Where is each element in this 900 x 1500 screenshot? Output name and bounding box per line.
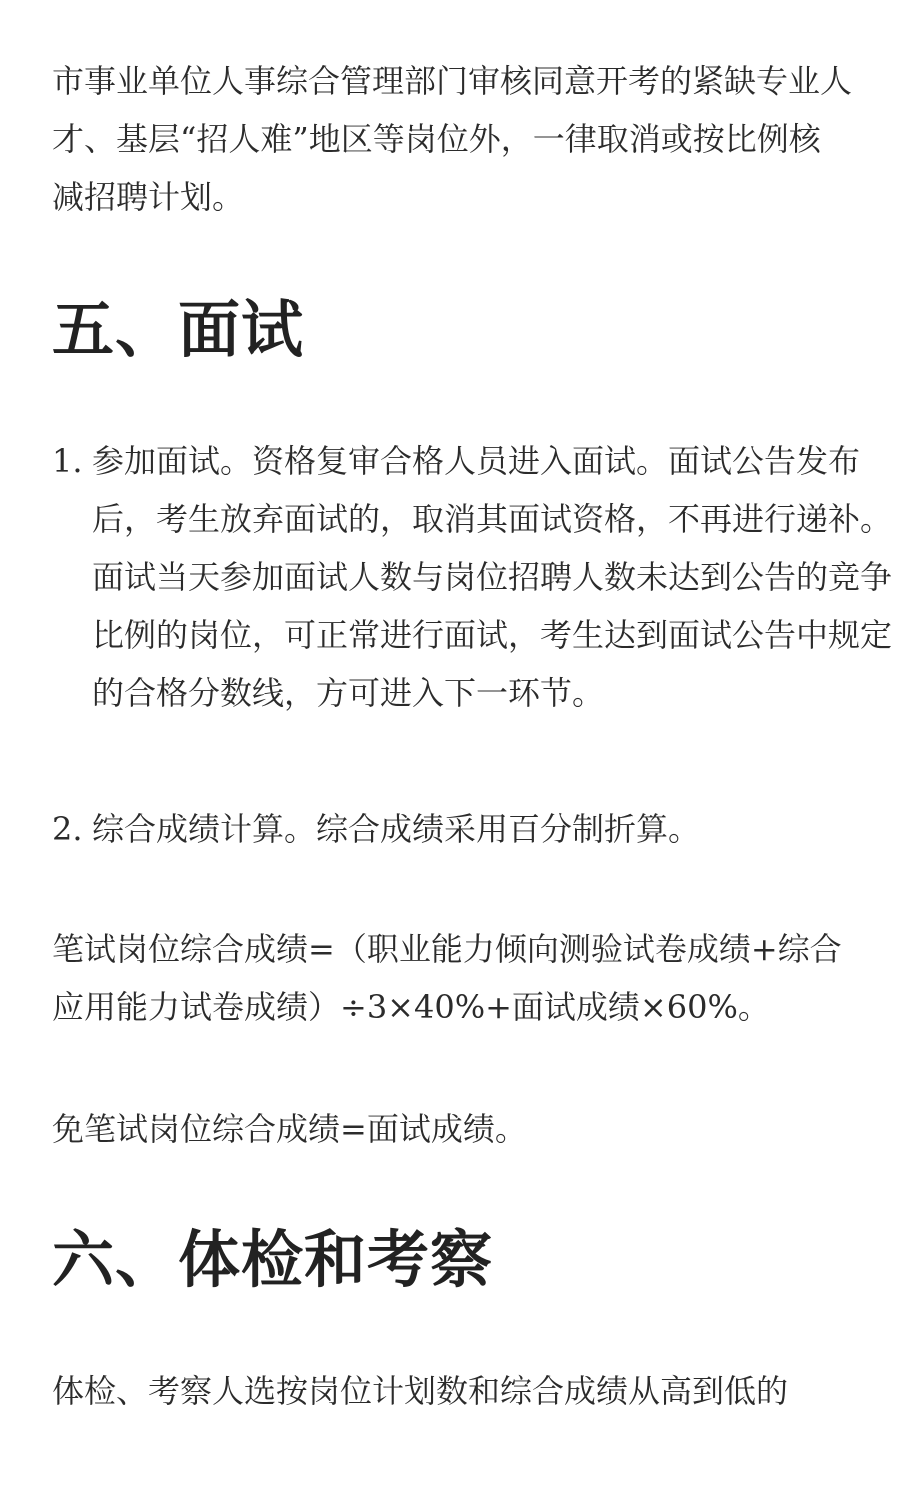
section-heading-medical-check: 六、体检和考察 [52, 1223, 494, 1296]
list-item [52, 800, 892, 858]
list-item-text: 综合成绩计算。综合成绩采用百分制折算。 [92, 810, 701, 848]
list-item [52, 432, 892, 722]
written-exam-score-formula: 笔试岗位综合成绩=（职业能力倾向测验试卷成绩+综合应用能力试卷成绩）÷3×40%+面试成绩×60%。 [52, 930, 842, 1026]
list-item-number: 2. [52, 810, 83, 848]
intro-paragraph: 市事业单位人事综合管理部门审核同意开考的紧缺专业人才、基层“招人难”地区等岗位外，一律取消或按比例核减招聘计划。 [52, 62, 853, 216]
section-heading-interview: 五、面试 [52, 293, 305, 366]
list-item-text: 参加面试。资格复审合格人员进入面试。面试公告发布后，考生放弃面试的，取消其面试资格，不再进行递补。面试当天参加面试人数与岗位招聘人数未达到公告的竞争比例的岗位，可正常进行面试，考生达到面试公告中规定的合格分数线，方可进入下一环节。 [92, 442, 893, 712]
list-item-number: 1. [52, 442, 83, 480]
medical-check-paragraph: 体检、考察人选按岗位计划数和综合成绩从高到低的 [52, 1372, 789, 1410]
no-written-exam-score-formula: 免笔试岗位综合成绩=面试成绩。 [52, 1110, 527, 1148]
